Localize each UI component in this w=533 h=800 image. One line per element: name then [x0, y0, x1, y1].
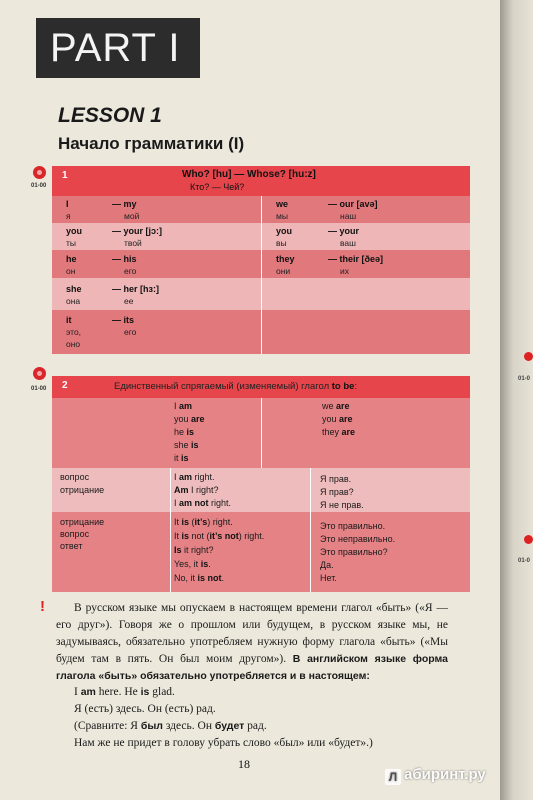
page-number: 18 — [238, 757, 250, 771]
verb-form: you are — [174, 414, 205, 424]
pronoun-ru: оно — [66, 339, 81, 349]
lesson-subtitle: Начало грамматики (I) — [58, 134, 245, 153]
possessive-ru: ваш — [340, 238, 356, 248]
pronoun-en: she — [66, 284, 82, 294]
header-question-ru: Кто? — Чей? — [190, 182, 245, 192]
possessive-en: — our [avə] — [328, 199, 378, 209]
audio-track-label: 01-0 — [518, 558, 531, 564]
example-ru: Я прав? — [320, 487, 354, 497]
possessive-ru: его — [124, 327, 137, 337]
verb-form: you are — [322, 414, 353, 424]
example-ru: Я не прав. — [320, 500, 364, 510]
example-sentence: Я (есть) здесь. Он (есть) рад. — [74, 703, 216, 715]
column-divider — [261, 196, 262, 354]
audio-disc-icon — [33, 367, 46, 380]
table-header — [52, 376, 470, 398]
table-number: 2 — [62, 380, 68, 391]
grammar-note: В русском языке мы опускаем в настоящем времени глагол «быть» («Я — его друг»). Говоря же о прошлом или будущем, в русском языке мы, не задумываясь, обязательно употребляем нужную форму глагола «быть» («Мы будем там в пять. Он был моим другом»). В английском языке форма глагола «быть» обязательно употребляется и в настоящем: — [56, 602, 448, 682]
answer-band — [52, 512, 470, 592]
exclamation-icon: ! — [40, 598, 45, 615]
pronoun-table — [52, 166, 470, 354]
pronoun-ru: ты — [66, 238, 77, 248]
example-en: It is (it’s) right. — [174, 517, 233, 527]
example-sentence: (Сравните: Я был здесь. Он будет рад. — [74, 720, 267, 732]
pronoun-en: they — [276, 254, 295, 264]
row-label: ответ — [60, 541, 83, 551]
column-divider — [170, 468, 171, 592]
verb-form: it is — [174, 453, 189, 463]
table-number: 1 — [62, 170, 68, 181]
to-be-table — [52, 376, 470, 592]
verb-form: he is — [174, 427, 195, 437]
example-en: I am not right. — [174, 498, 232, 508]
pronoun-en: you — [66, 226, 83, 236]
table-header — [52, 166, 470, 196]
possessive-en: — his — [112, 254, 137, 264]
labirint-logo-icon: Л — [385, 769, 401, 785]
possessive-en: — my — [112, 199, 137, 209]
row-label: вопрос — [60, 472, 90, 482]
pronoun-en: he — [66, 254, 77, 264]
header-question-en: Who? [hu] — Whose? [hu:z] — [182, 169, 316, 180]
question-band — [52, 468, 470, 512]
example-ru: Нет. — [320, 573, 337, 583]
verb-form: she is — [174, 440, 199, 450]
pronoun-ru: они — [276, 266, 291, 276]
column-divider — [261, 398, 262, 468]
column-divider — [310, 468, 311, 592]
pronoun-en: it — [66, 315, 72, 325]
example-en: I am right. — [174, 472, 215, 482]
row-label: вопрос — [60, 529, 90, 539]
pronoun-en: we — [276, 199, 289, 209]
pronoun-en: I — [66, 199, 69, 209]
pronoun-ru: это, — [66, 327, 82, 337]
possessive-ru: наш — [340, 211, 357, 221]
possessive-en: — your [jɔ:] — [112, 226, 163, 236]
pronoun-ru: вы — [276, 238, 287, 248]
pronoun-en: you — [276, 226, 293, 236]
example-ru: Да. — [320, 560, 334, 570]
possessive-en: — their [ðeə] — [328, 254, 384, 264]
audio-disc-icon — [524, 352, 533, 361]
example-en: Is it right? — [174, 545, 214, 555]
watermark: Л абиринт.ру — [385, 766, 486, 785]
example-sentence: I am here. He is glad. — [74, 686, 175, 698]
pronoun-ru: он — [66, 266, 76, 276]
possessive-en: — her [hɜ:] — [112, 284, 159, 294]
possessive-en: — its — [112, 315, 135, 325]
pronoun-ru: мы — [276, 211, 288, 221]
lesson-title: LESSON 1 — [58, 104, 162, 127]
example-ru: Я прав. — [320, 474, 352, 484]
audio-disc-icon — [33, 166, 46, 179]
possessive-ru: твой — [124, 238, 142, 248]
verb-form: they are — [322, 427, 356, 437]
example-en: Yes, it is. — [174, 559, 211, 569]
possessive-ru: их — [340, 266, 349, 276]
possessive-en: — your — [328, 226, 360, 236]
possessive-ru: его — [124, 266, 137, 276]
verb-form: I am — [174, 401, 193, 411]
pronoun-ru: она — [66, 296, 81, 306]
part-title-banner: PART I — [36, 18, 200, 78]
row-label: отрицание — [60, 517, 105, 527]
audio-disc-icon — [524, 535, 533, 544]
example-ru: Это правильно. — [320, 521, 386, 531]
possessive-ru: ее — [124, 296, 134, 306]
table-title: Единственный спрягаемый (изменяемый) глагол to be: — [114, 381, 358, 392]
example-ru: Это неправильно. — [320, 534, 396, 544]
example-en: Am I right? — [174, 485, 219, 495]
possessive-ru: мой — [124, 211, 140, 221]
audio-track-label: 01-0 — [518, 376, 531, 382]
verb-form: we are — [322, 401, 350, 411]
audio-track-label: 01-00 — [31, 183, 47, 189]
example-sentence: Нам же не придет в голову убрать слово «был» или «будет».) — [74, 737, 373, 749]
example-ru: Это правильно? — [320, 547, 388, 557]
audio-track-label: 01-00 — [31, 386, 47, 392]
example-en: No, it is not. — [174, 573, 225, 583]
facing-page-edge — [500, 0, 533, 800]
example-en: It is not (it’s not) right. — [174, 531, 265, 541]
pronoun-ru: я — [66, 211, 71, 221]
row-label: отрицание — [60, 485, 105, 495]
